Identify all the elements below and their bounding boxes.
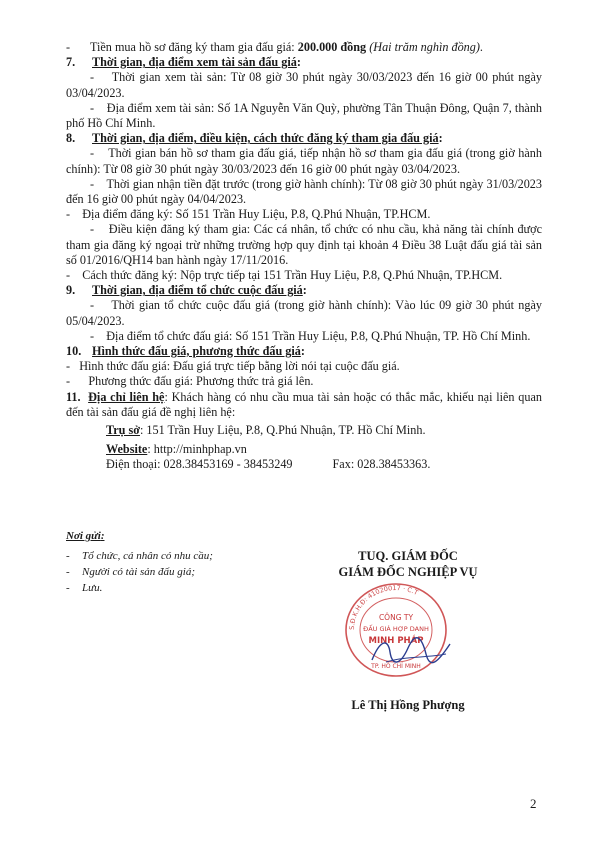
section-7-heading: 7. Thời gian, địa điểm xem tài sản đấu giá: [66, 55, 301, 70]
section-8-item: - Điều kiện đăng ký tham gia: Các cá nhân, tổ chức có nhu cầu, khả năng tài chính được tham gia đăng ký ngoại trừ những trường hợp quy định tại khoản 4 Điều 38 Luật đấu giá tài sản số 01/2016/QH14 ban hành ngày 17/11/2016. [66, 222, 543, 267]
section-10-title: Hình thức đấu giá, phương thức đấu giá [92, 344, 301, 359]
section-8-item: - Thời gian nhận tiền đặt trước (trong giờ hành chính): Từ 08 giờ 30 phút ngày 31/03/2023 đến 16 giờ 00 phút ngày 04/04/2023. [66, 176, 542, 207]
fax-number: Fax: 028.38453363. [332, 457, 431, 472]
section-8-item: - Thời gian bán hồ sơ tham gia đấu giá, tiếp nhận hồ sơ tham gia đấu giá (trong giờ hành chính): Từ 08 giờ 30 phút ngày 30/03/2023 đến 16 giờ 00 phút ngày 03/04/2023. [66, 146, 542, 176]
signature-title-block [318, 548, 498, 580]
signer-name: Lê Thị Hồng Phượng [351, 698, 465, 712]
recipient-item: - Tổ chức, cá nhân có nhu cầu; [66, 550, 213, 562]
section-9-title: Thời gian, địa điểm tổ chức cuộc đấu giá [92, 283, 303, 298]
section-9-item: - Địa điểm tổ chức đấu giá: Số 151 Trần Huy Liệu, P.8, Q.Phú Nhuận, TP. Hồ Chí Minh. [90, 328, 531, 343]
recipient-item: - Lưu. [66, 582, 103, 594]
section-10-item: - Hình thức đấu giá: Đấu giá trực tiếp bằng lời nói tại cuộc đấu giá. [66, 359, 400, 374]
section-11: 11. Địa chỉ liên hệ: Khách hàng có nhu cầu mua tài sản hoặc có thắc mắc, khiếu nại liên quan đến tài sản đấu giá đề nghị liên hệ: [66, 389, 542, 419]
website: Website: http://minhphap.vn [106, 442, 247, 457]
seal-line-3: MINH PHÁP [368, 636, 424, 646]
seal-line-1: CÔNG TY [378, 613, 414, 622]
recipients-heading: Nơi gửi [66, 530, 101, 542]
handwritten-signature [366, 632, 456, 672]
document-body [66, 40, 542, 473]
section-8-item: - Cách thức đăng ký: Nộp trực tiếp tại 151 Trần Huy Liệu, P.8, Q.Phú Nhuận, TP.HCM. [66, 268, 503, 283]
seal-bottom-text: TP. HỒ CHÍ MINH [371, 663, 421, 670]
section-11-title: Địa chỉ liên hệ [88, 389, 165, 404]
svg-text:S.Đ.K.H.Đ: 41020017 · C.T [348, 584, 419, 630]
bullet-dash: - [66, 40, 71, 54]
recipient-item: - Người có tài sản đấu giá; [66, 566, 196, 578]
section-10-item: - Phương thức đấu giá: Phương thức trả giá lên. [66, 374, 314, 389]
section-7-item: - Địa điểm xem tài sản: Số 1A Nguyễn Văn Quỳ, phường Tân Thuận Đông, Quận 7, thành phố Hồ Chí Minh. [66, 100, 543, 131]
fee-amount: 200.000 đồng [297, 40, 367, 54]
section-8-heading: 8. Thời gian, địa điểm, điều kiện, cách thức đăng ký tham gia đấu giá: [66, 131, 443, 146]
position-line: GIÁM ĐỐC NGHIỆP VỤ [338, 565, 478, 579]
section-9-item: - Thời gian tổ chức cuộc đấu giá (trong giờ hành chính): Vào lúc 09 giờ 30 phút ngày 05/04/2023. [66, 298, 542, 328]
fee-text: Tiền mua hồ sơ đăng ký tham gia đấu giá: [90, 40, 298, 54]
office-address: Trụ sở: 151 Trần Huy Liệu, P.8, Q.Phú Nhuận, TP. Hồ Chí Minh. [106, 423, 426, 438]
page-number: 2 [530, 796, 537, 811]
contact-block [66, 423, 542, 473]
section-8-item: - Địa điểm đăng ký: Số 151 Trần Huy Liệu, P.8, Q.Phú Nhuận, TP.HCM. [66, 207, 431, 222]
section-8-title: Thời gian, địa điểm, điều kiện, cách thức đăng ký tham gia đấu giá [92, 131, 439, 146]
section-7-title: Thời gian, địa điểm xem tài sản đấu giá [92, 55, 297, 70]
authority-line: TUQ. GIÁM ĐỐC [358, 549, 458, 563]
section-9-heading: 9. Thời gian, địa điểm tổ chức cuộc đấu giá: [66, 283, 307, 298]
phone-number: Điện thoại: 028.38453169 - 38453249 [106, 457, 293, 472]
section-11-text: : Khách hàng có nhu cầu mua tài sản hoặc có thắc mắc, khiếu nại liên quan đến tài sản đấu giá đề nghị liên hệ: [66, 389, 542, 419]
phone-fax-row [106, 457, 542, 472]
section-7-item: - Thời gian xem tài sản: Từ 08 giờ 30 phút ngày 30/03/2023 đến 16 giờ 00 phút ngày 03/04/2023. [66, 70, 542, 100]
fee-amount-words: (Hai trăm nghìn đồng) [369, 40, 480, 54]
section-10-heading: 10. Hình thức đấu giá, phương thức đấu giá: [66, 344, 305, 359]
recipients-block: Nơi gửi: - Tổ chức, cá nhân có nhu cầu; - Người có tài sản đấu giá; - Lưu. [66, 528, 306, 596]
seal-ring-text: S.Đ.K.H.Đ: 41020017 · C.T [347, 583, 420, 631]
fee-line: - Tiền mua hồ sơ đăng ký tham gia đấu giá: 200.000 đồng (Hai trăm nghìn đồng). [66, 40, 483, 54]
seal-line-2: ĐẤU GIÁ HỢP DANH [363, 625, 429, 633]
